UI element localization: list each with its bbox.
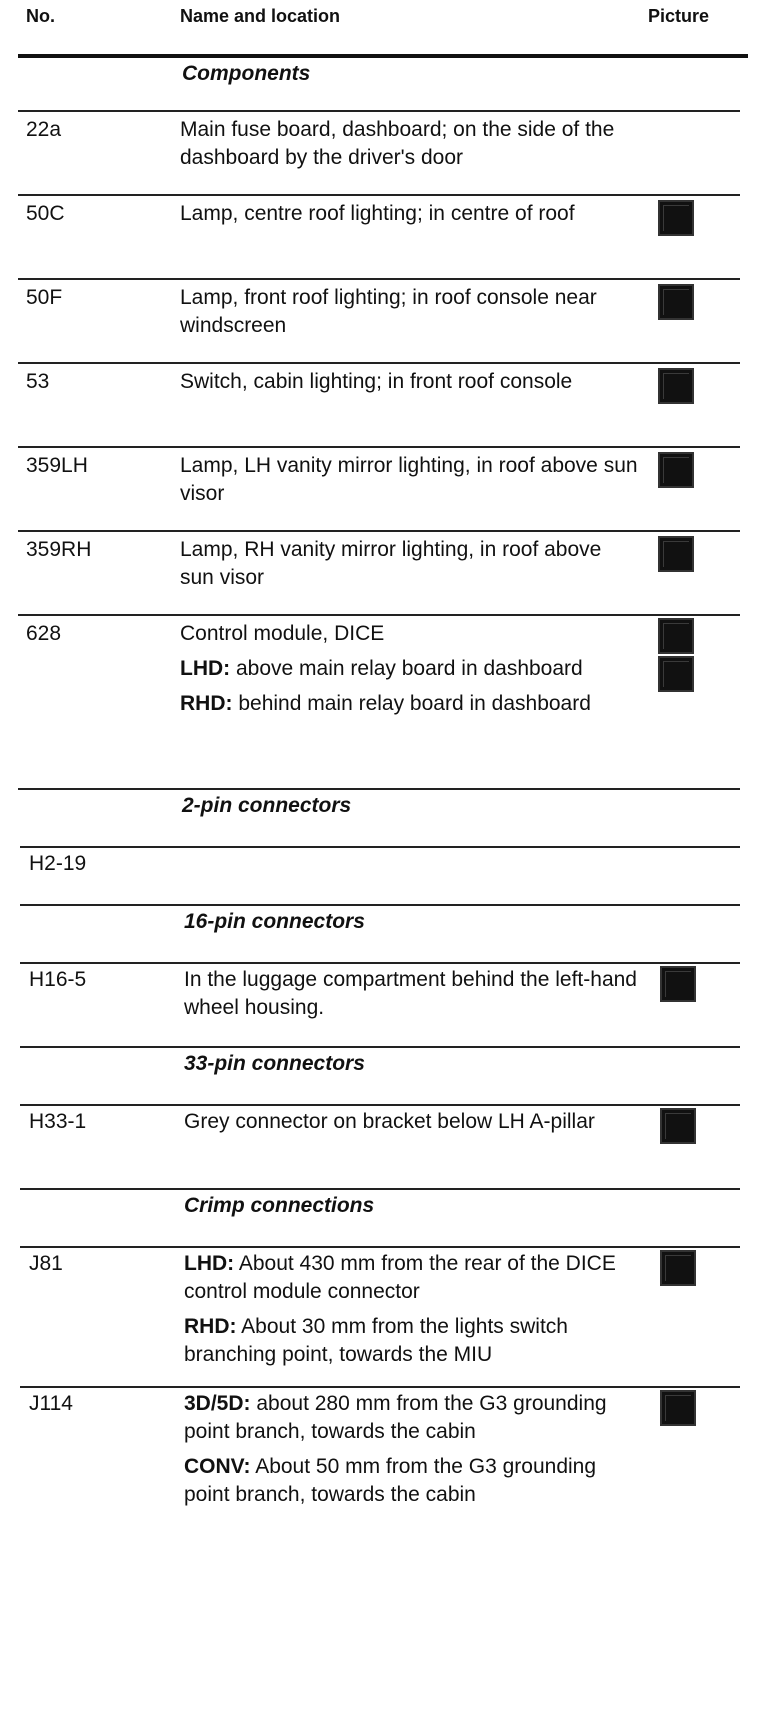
table-header xyxy=(0,0,768,58)
picture-thumbnail[interactable] xyxy=(658,618,694,654)
picture-thumbnail[interactable] xyxy=(658,284,694,320)
row-divider xyxy=(18,362,740,364)
table-row xyxy=(0,846,768,904)
table-row xyxy=(0,110,768,194)
picture-thumbnail[interactable] xyxy=(658,200,694,236)
part-description: Main fuse board, dashboard; on the side of the dashboard by the driver's door xyxy=(180,118,615,169)
picture-thumbnail[interactable] xyxy=(658,368,694,404)
row-divider xyxy=(18,446,740,448)
section-row-16-pin xyxy=(0,904,768,962)
table-row xyxy=(0,446,768,530)
part-description: Lamp, LH vanity mirror lighting, in roof above sun visor xyxy=(180,454,638,505)
table-row xyxy=(0,278,768,362)
row-divider xyxy=(18,788,740,790)
picture-thumbnail[interactable] xyxy=(660,1390,696,1426)
row-divider xyxy=(20,962,740,964)
part-number: H33-1 xyxy=(29,1110,87,1133)
table-row xyxy=(0,1246,768,1386)
row-divider xyxy=(20,1104,740,1106)
section-title: 16-pin connectors xyxy=(184,910,365,933)
section-row-components xyxy=(0,58,768,110)
variant-3d-5d: 3D/5D: about 280 mm from the G3 grounding point branch, towards the cabin xyxy=(184,1392,607,1443)
variant-lhd: LHD: above main relay board in dashboard xyxy=(180,657,583,680)
variant-rhd: RHD: About 30 mm from the lights switch branching point, towards the MIU xyxy=(184,1315,568,1366)
row-divider xyxy=(20,904,740,906)
table-row xyxy=(0,1104,768,1188)
part-number: 628 xyxy=(26,622,62,645)
section-title: 2-pin connectors xyxy=(182,794,352,817)
part-number: 359LH xyxy=(26,454,88,477)
part-number: 22a xyxy=(26,118,62,141)
part-description xyxy=(184,1250,644,1369)
table-row xyxy=(0,362,768,446)
row-divider xyxy=(18,614,740,616)
row-divider xyxy=(20,1246,740,1248)
variant-rhd: RHD: behind main relay board in dashboard xyxy=(180,692,591,715)
column-header-name: Name and location xyxy=(180,6,341,26)
part-number: J81 xyxy=(29,1252,63,1275)
part-description xyxy=(184,1390,644,1509)
section-row-crimp xyxy=(0,1188,768,1246)
part-description xyxy=(180,620,640,718)
picture-thumbnail[interactable] xyxy=(658,536,694,572)
part-description: Grey connector on bracket below LH A-pillar xyxy=(184,1110,595,1133)
part-number: 50F xyxy=(26,286,63,309)
row-divider xyxy=(18,530,740,532)
part-description: Lamp, RH vanity mirror lighting, in roof above sun visor xyxy=(180,538,602,589)
part-description: Lamp, centre roof lighting; in centre of roof xyxy=(180,202,575,225)
part-number: H2-19 xyxy=(29,852,87,875)
row-divider xyxy=(20,1386,740,1388)
variant-conv: CONV: About 50 mm from the G3 grounding point branch, towards the cabin xyxy=(184,1455,597,1506)
section-title: Crimp connections xyxy=(184,1194,375,1217)
row-divider xyxy=(18,110,740,112)
picture-thumbnail[interactable] xyxy=(660,1250,696,1286)
table-row xyxy=(0,1386,768,1586)
part-number: 50C xyxy=(26,202,65,225)
picture-thumbnail[interactable] xyxy=(660,1108,696,1144)
part-description: In the luggage compartment behind the left-hand wheel housing. xyxy=(184,968,637,1019)
part-description: Switch, cabin lighting; in front roof console xyxy=(180,370,573,393)
row-divider xyxy=(20,846,740,848)
section-title: 33-pin connectors xyxy=(184,1052,365,1075)
picture-thumbnail[interactable] xyxy=(658,656,694,692)
part-number: 53 xyxy=(26,370,50,393)
table-row xyxy=(0,530,768,614)
table-row xyxy=(0,962,768,1046)
picture-thumbnail[interactable] xyxy=(658,452,694,488)
table-row xyxy=(0,614,768,788)
row-divider xyxy=(18,194,740,196)
part-number: J114 xyxy=(29,1392,73,1415)
part-description: Lamp, front roof lighting; in roof console near windscreen xyxy=(180,286,597,337)
table-row xyxy=(0,194,768,278)
picture-thumbnail[interactable] xyxy=(660,966,696,1002)
section-row-2-pin xyxy=(0,788,768,846)
row-divider xyxy=(18,278,740,280)
section-row-33-pin xyxy=(0,1046,768,1104)
row-divider xyxy=(20,1188,740,1190)
variant-lhd: LHD: About 430 mm from the rear of the DICE control module connector xyxy=(184,1252,616,1303)
section-title: Components xyxy=(182,62,311,85)
part-number: 359RH xyxy=(26,538,92,561)
part-number: H16-5 xyxy=(29,968,87,991)
row-divider xyxy=(20,1046,740,1048)
column-header-picture: Picture xyxy=(648,6,710,26)
part-title: Control module, DICE xyxy=(180,622,385,645)
column-header-no: No. xyxy=(26,6,55,26)
